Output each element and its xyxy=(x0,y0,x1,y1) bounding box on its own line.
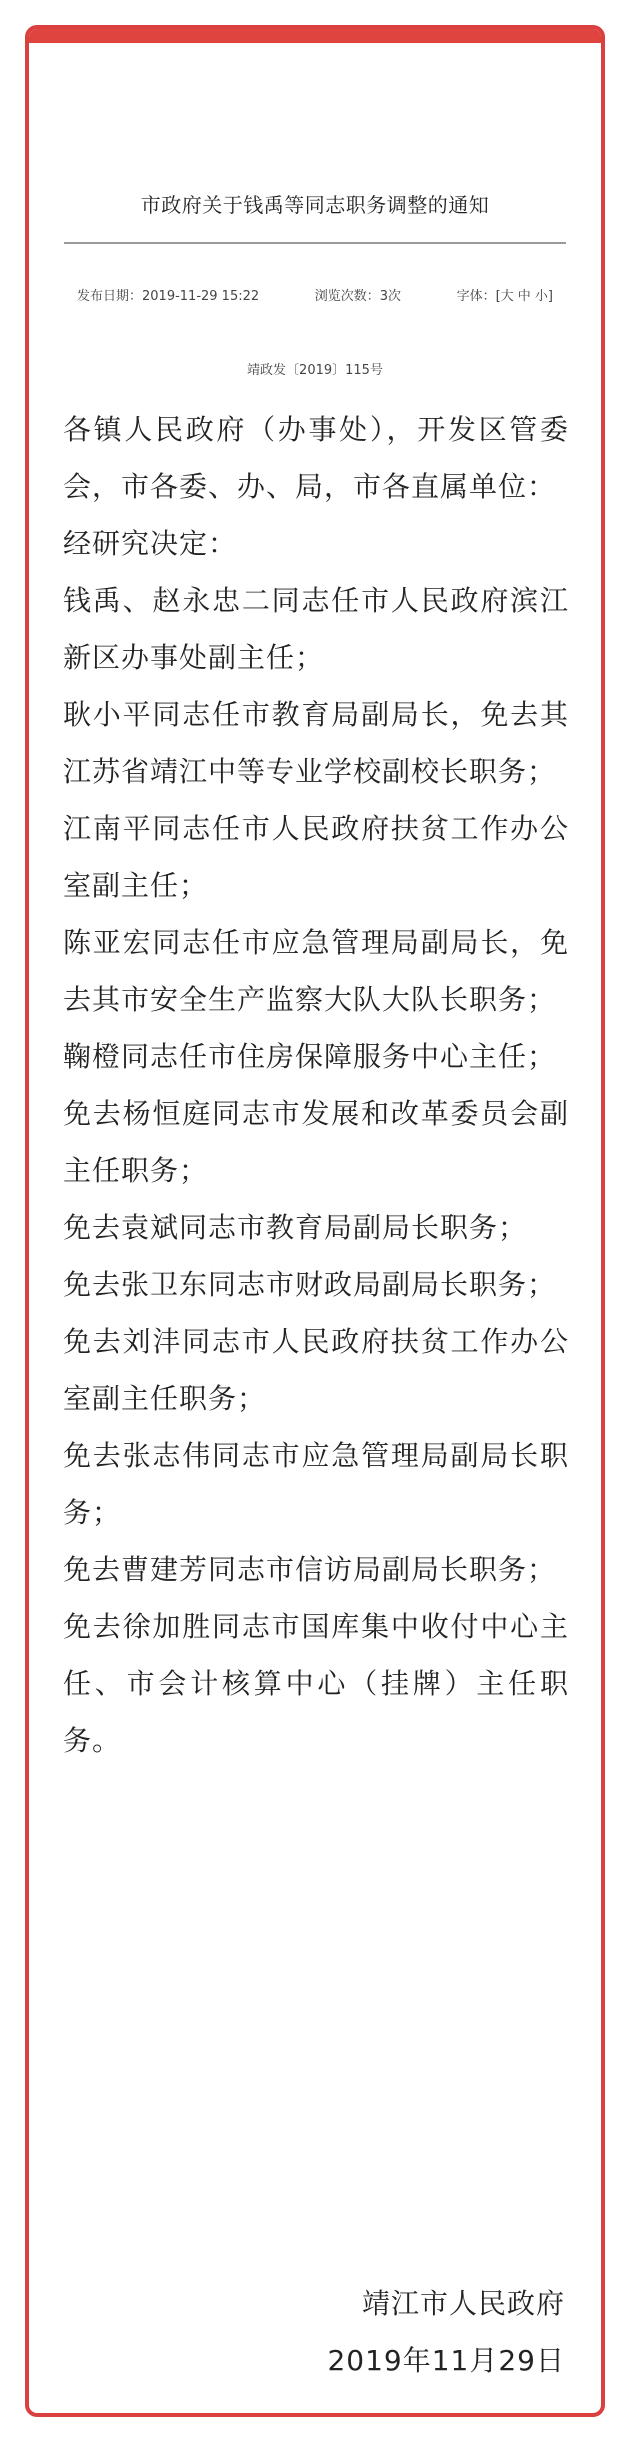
paragraph: 免去曹建芳同志市信访局副局长职务； xyxy=(63,1553,557,1586)
paragraph: 陈亚宏同志任市应急管理局副局长，免去其市安全生产监察大队大队长职务； xyxy=(63,926,569,1016)
top-accent-bar xyxy=(29,29,601,43)
view-count: 浏览次数：3次 xyxy=(314,289,401,304)
publish-date: 发布日期：2019-11-29 15:22 xyxy=(77,289,260,304)
font-size-selector[interactable]: 字体：[大 中 小] xyxy=(456,289,553,304)
paragraph: 免去徐加胜同志市国库集中收付中心主任、市会计核算中心（挂牌）主任职务。 xyxy=(63,1610,569,1757)
document-frame xyxy=(25,25,605,2417)
meta-row xyxy=(77,285,553,304)
document-number: 靖政发〔2019〕115号 xyxy=(247,363,383,378)
paragraph: 免去张卫东同志市财政局副局长职务； xyxy=(63,1268,557,1301)
paragraph: 钱禹、赵永忠二同志任市人民政府滨江新区办事处副主任； xyxy=(63,584,569,674)
paragraph: 免去袁斌同志市教育局副局长职务； xyxy=(63,1211,528,1244)
paragraph: 免去张志伟同志市应急管理局副局长职务； xyxy=(63,1439,569,1529)
paragraph: 各镇人民政府（办事处），开发区管委会，市各委、办、局，市各直属单位： xyxy=(63,413,569,503)
paragraph: 免去刘沣同志市人民政府扶贫工作办公室副主任职务； xyxy=(63,1325,569,1415)
paragraph: 耿小平同志任市教育局副局长，免去其江苏省靖江中等专业学校副校长职务； xyxy=(63,698,569,788)
paragraph: 江南平同志任市人民政府扶贫工作办公室副主任； xyxy=(63,812,569,902)
signature-block xyxy=(327,2275,565,2389)
title-divider xyxy=(64,242,566,244)
paragraph: 经研究决定： xyxy=(63,527,238,560)
paragraph: 鞠橙同志任市住房保障服务中心主任； xyxy=(63,1040,557,1073)
paragraph: 免去杨恒庭同志市发展和改革委员会副主任职务； xyxy=(63,1097,569,1187)
signature-date: 2019年11月29日 xyxy=(327,2344,565,2377)
signature-organization: 靖江市人民政府 xyxy=(361,2287,565,2320)
document-title: 市政府关于钱禹等同志职务调整的通知 xyxy=(140,193,490,217)
document-body xyxy=(63,401,569,1769)
